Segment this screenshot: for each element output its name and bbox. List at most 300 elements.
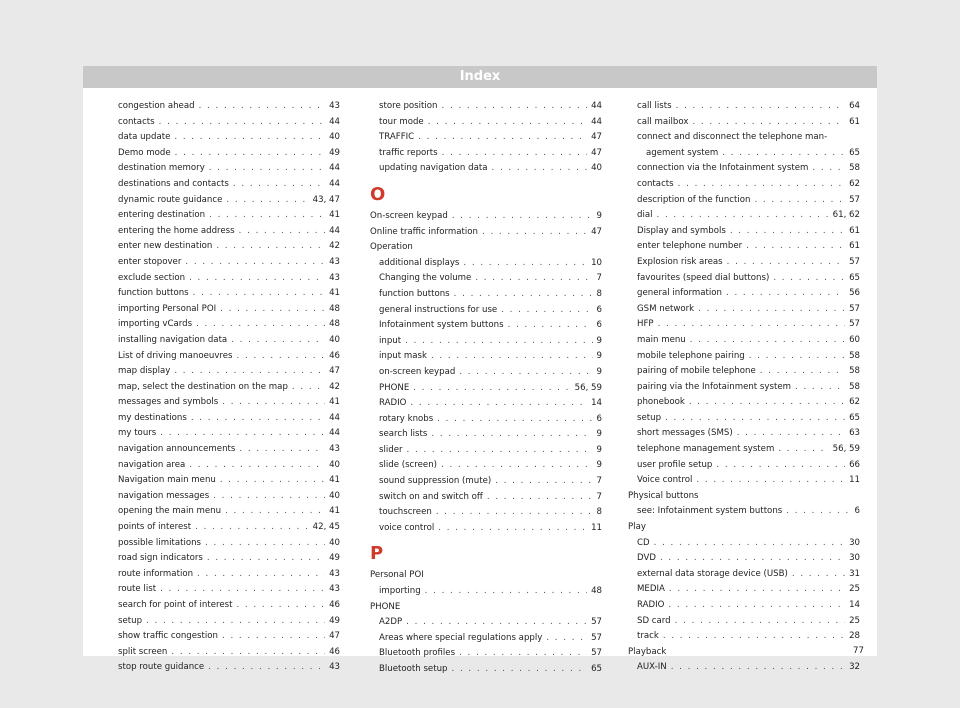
entry-pages: 61, 62 (832, 210, 860, 221)
entry-pages: 25 (849, 615, 860, 626)
index-entry (118, 99, 340, 115)
leader-dots (407, 443, 593, 459)
index-heading-physical-buttons: Physical buttons (628, 490, 699, 501)
entry-label: TRAFFIC (379, 132, 415, 143)
entry-pages: 9 (596, 429, 602, 440)
index-entry (118, 520, 340, 536)
index-entry (628, 99, 860, 115)
entry-label: On-screen keypad (370, 210, 448, 221)
entry-label: AUX-IN (637, 662, 667, 673)
entry-pages: 7 (596, 476, 602, 487)
entry-pages: 43 (329, 662, 340, 673)
index-entry (118, 614, 340, 630)
entry-label: GSM network (637, 303, 695, 314)
entry-pages: 40 (329, 132, 340, 143)
entry-label: enter new destination (118, 241, 213, 252)
entry-pages: 41 (329, 397, 340, 408)
entry-label: general instructions for use (379, 304, 498, 315)
index-entry (628, 115, 860, 131)
entry-pages: 47 (329, 366, 340, 377)
index-entry (118, 317, 340, 333)
entry-pages: 7 (596, 491, 602, 502)
index-entry (118, 489, 340, 505)
leader-dots (197, 567, 325, 583)
entry-pages: 25 (849, 584, 860, 595)
entry-pages: 57 (849, 194, 860, 205)
entry-pages: 9 (596, 444, 602, 455)
leader-dots (671, 660, 845, 676)
entry-label: Voice control (637, 475, 693, 486)
leader-dots (454, 287, 593, 303)
leader-dots (405, 334, 592, 350)
leader-dots (418, 130, 587, 146)
index-entry (118, 395, 340, 411)
entry-label: route information (118, 568, 194, 579)
index-entry (628, 598, 860, 614)
index-entry (628, 380, 860, 396)
entry-pages: 65 (849, 147, 860, 158)
index-entry (628, 146, 860, 162)
entry-label: DVD (637, 553, 656, 564)
entry-label: map display (118, 366, 171, 377)
index-entry (370, 443, 602, 459)
leader-dots (660, 551, 845, 567)
entry-pages: 46 (329, 350, 340, 361)
entry-label: voice control (379, 522, 435, 533)
index-entry (370, 427, 602, 443)
leader-dots (812, 161, 845, 177)
index-entry (118, 598, 340, 614)
index-entry (370, 349, 602, 365)
index-entry (118, 239, 340, 255)
index-entry (628, 411, 860, 427)
leader-dots (213, 489, 325, 505)
entry-label: telephone management system (637, 444, 775, 455)
entry-pages: 62 (849, 397, 860, 408)
entry-label: points of interest (118, 522, 192, 533)
entry-label: favourites (speed dial buttons) (637, 272, 770, 283)
entry-label: importing vCards (118, 319, 193, 330)
entry-pages: 31 (849, 568, 860, 579)
entry-label: external data storage device (USB) (637, 568, 788, 579)
entry-pages: 40 (329, 334, 340, 345)
leader-dots (746, 239, 845, 255)
index-column-3 (628, 99, 860, 676)
index-entry (628, 255, 860, 271)
leader-dots (205, 536, 325, 552)
entry-label: map, select the destination on the map (118, 381, 288, 392)
index-entry (370, 256, 602, 272)
leader-dots (216, 239, 325, 255)
index-entry (118, 130, 340, 146)
entry-label: Bluetooth profiles (379, 648, 456, 659)
leader-dots (239, 224, 325, 240)
leader-dots (431, 427, 592, 443)
index-entry (370, 303, 602, 319)
entry-pages: 6 (596, 304, 602, 315)
index-entry (118, 208, 340, 224)
index-entry (628, 567, 860, 583)
index-entry (370, 365, 602, 381)
index-entry (118, 473, 340, 489)
entry-label: Bluetooth setup (379, 664, 448, 674)
index-entry (370, 584, 602, 600)
entry-pages: 44 (591, 101, 602, 111)
entry-pages: 64 (849, 101, 860, 111)
entry-label: switch on and switch off (379, 491, 483, 502)
index-entry (628, 536, 860, 552)
leader-dots (431, 349, 593, 365)
index-entry (628, 442, 860, 458)
entry-label: HFP (637, 319, 654, 330)
entry-pages: 43 (329, 101, 340, 111)
entry-label: main menu (637, 334, 686, 345)
entry-pages: 58 (849, 163, 860, 174)
index-entry (628, 271, 860, 287)
leader-dots (174, 130, 325, 146)
entry-label: Changing the volume (379, 273, 472, 284)
leader-dots (657, 208, 829, 224)
index-entry (628, 302, 860, 318)
index-entry (628, 629, 860, 645)
index-entry (370, 225, 602, 241)
leader-dots (442, 146, 587, 162)
entry-label: Areas where special regulations apply (379, 632, 543, 643)
entry-label: my tours (118, 428, 157, 439)
index-heading-play: Play (628, 522, 646, 533)
index-entry (118, 629, 340, 645)
entry-pages: 57 (591, 632, 602, 643)
entry-label: importing (379, 586, 421, 597)
entry-label: general information (637, 288, 722, 299)
leader-dots (452, 209, 593, 225)
index-entry (118, 458, 340, 474)
index-entry (118, 224, 340, 240)
leader-dots (237, 349, 326, 365)
leader-dots (225, 504, 325, 520)
entry-pages: 6 (854, 506, 860, 517)
entry-pages: 9 (596, 335, 602, 346)
index-entry (628, 349, 860, 365)
entry-pages: 44 (329, 163, 340, 174)
leader-dots (463, 256, 587, 272)
leader-dots (239, 442, 325, 458)
entry-label: CD (637, 537, 650, 548)
entry-label: entering the home address (118, 225, 235, 236)
entry-label: SD card (637, 615, 671, 626)
index-entry (370, 318, 602, 334)
entry-label: search for point of interest (118, 600, 233, 610)
entry-label: Demo mode (118, 147, 171, 158)
leader-dots (233, 177, 325, 193)
index-entry (118, 255, 340, 271)
entry-label: pairing via the Infotainment system (637, 381, 791, 392)
leader-dots (231, 333, 325, 349)
index-entry (118, 333, 340, 349)
entry-pages: 65 (591, 664, 602, 674)
index-entry (118, 504, 340, 520)
entry-pages: 57 (591, 617, 602, 628)
index-entry (118, 380, 340, 396)
leader-dots (175, 146, 325, 162)
entry-pages: 30 (849, 553, 860, 564)
entry-pages: 57 (849, 319, 860, 330)
index-entry (118, 582, 340, 598)
leader-dots (689, 395, 845, 411)
entry-pages: 61 (849, 241, 860, 252)
entry-label: destination memory (118, 163, 205, 174)
index-entry (628, 193, 860, 209)
entry-label: navigation messages (118, 490, 210, 501)
entry-label: on-screen keypad (379, 366, 456, 377)
entry-label: slide (screen) (379, 460, 437, 471)
entry-label: navigation area (118, 459, 186, 470)
entry-label: phonebook (637, 397, 685, 408)
entry-pages: 9 (596, 366, 602, 377)
leader-dots (773, 271, 845, 287)
index-entry (628, 551, 860, 567)
index-entry (118, 411, 340, 427)
leader-dots (438, 521, 587, 537)
entry-pages: 49 (329, 553, 340, 564)
entry-pages: 44 (329, 428, 340, 439)
index-entry (118, 442, 340, 458)
index-entry (370, 146, 602, 162)
entry-label: Explosion risk areas (637, 256, 723, 267)
leader-dots (778, 442, 828, 458)
leader-dots (209, 208, 325, 224)
index-entry (370, 209, 602, 225)
leader-dots (795, 380, 845, 396)
leader-dots (654, 536, 845, 552)
entry-pages: 6 (596, 413, 602, 424)
entry-pages: 43 (329, 256, 340, 267)
entry-pages: 44 (329, 178, 340, 189)
index-entry (118, 536, 340, 552)
entry-pages: 65 (849, 412, 860, 423)
index-entry (370, 334, 602, 350)
index-entry (628, 458, 860, 474)
entry-label: entering destination (118, 210, 206, 221)
index-entry (628, 317, 860, 333)
entry-pages: 63 (849, 428, 860, 439)
leader-dots (658, 317, 845, 333)
entry-label: mobile telephone pairing (637, 350, 745, 361)
index-entry (628, 614, 860, 630)
entry-label: RADIO (637, 600, 665, 610)
entry-label: destinations and contacts (118, 178, 229, 189)
leader-dots (425, 584, 587, 600)
entry-pages: 41 (329, 288, 340, 299)
entry-pages: 42, 45 (312, 522, 340, 533)
entry-label: user profile setup (637, 459, 713, 470)
index-entry (370, 662, 602, 678)
entry-label: slider (379, 444, 403, 455)
index-heading-playback: Playback (628, 646, 667, 657)
index-entry (118, 193, 340, 209)
leader-dots (159, 115, 325, 131)
entry-label: short messages (SMS) (637, 428, 733, 439)
entry-pages: 46 (329, 600, 340, 610)
index-entry (628, 364, 860, 380)
index-entry (370, 646, 602, 662)
leader-dots (737, 426, 845, 442)
entry-pages: 32 (849, 662, 860, 673)
entry-label: opening the main menu (118, 506, 222, 517)
entry-label: contacts (118, 116, 155, 127)
leader-dots (760, 364, 845, 380)
leader-dots (786, 504, 850, 520)
page-number: 77 (853, 646, 864, 656)
index-entry (628, 504, 860, 520)
leader-dots (665, 411, 845, 427)
leader-dots (698, 302, 845, 318)
entry-label: road sign indicators (118, 553, 203, 564)
entry-pages: 48 (591, 586, 602, 597)
entry-label: importing Personal POI (118, 303, 217, 314)
entry-label: function buttons (379, 288, 450, 299)
entry-label: split screen (118, 646, 168, 657)
entry-label: data update (118, 132, 171, 143)
entry-label: route list (118, 584, 157, 595)
entry-pages: 41 (329, 210, 340, 221)
index-entry (628, 224, 860, 240)
entry-pages: 65 (849, 272, 860, 283)
leader-dots (185, 255, 325, 271)
entry-label: List of driving manoeuvres (118, 350, 233, 361)
entry-pages: 61 (849, 116, 860, 127)
entry-pages: 9 (596, 210, 602, 221)
entry-label: connection via the Infotainment system (637, 163, 809, 174)
leader-dots (482, 225, 587, 241)
entry-label: function buttons (118, 288, 189, 299)
index-entry (370, 615, 602, 631)
entry-pages: 40 (591, 163, 602, 174)
entry-label: show traffic congestion (118, 631, 218, 642)
index-entry-connect-line1: connect and disconnect the telephone man- (637, 132, 828, 143)
leader-dots (495, 474, 592, 490)
entry-pages: 7 (596, 273, 602, 284)
leader-dots (209, 161, 325, 177)
leader-dots (160, 426, 325, 442)
index-entry (628, 333, 860, 349)
leader-dots (208, 660, 325, 676)
entry-pages: 42 (329, 241, 340, 252)
leader-dots (669, 582, 845, 598)
leader-dots (406, 615, 587, 631)
index-entry (118, 364, 340, 380)
leader-dots (174, 364, 325, 380)
entry-label: call mailbox (637, 116, 689, 127)
leader-dots (676, 99, 845, 115)
leader-dots (487, 490, 593, 506)
entry-pages: 48 (329, 319, 340, 330)
entry-pages: 47 (591, 226, 602, 237)
index-entry (118, 349, 340, 365)
leader-dots (726, 286, 845, 302)
entry-label: agement system (646, 147, 719, 158)
index-entry (628, 286, 860, 302)
entry-label: updating navigation data (379, 163, 488, 174)
entry-pages: 66 (849, 459, 860, 470)
index-column-2 (370, 99, 602, 678)
entry-label: pairing of mobile telephone (637, 366, 756, 377)
leader-dots (730, 224, 845, 240)
leader-dots (146, 614, 325, 630)
entry-pages: 8 (596, 507, 602, 518)
index-entry (118, 115, 340, 131)
index-entry (628, 161, 860, 177)
index-entry (118, 302, 340, 318)
leader-dots (792, 567, 845, 583)
entry-label: sound suppression (mute) (379, 476, 492, 487)
index-entry (370, 490, 602, 506)
leader-dots (491, 161, 587, 177)
entry-label: input (379, 335, 402, 346)
entry-label: A2DP (379, 617, 403, 628)
leader-dots (501, 303, 592, 319)
leader-dots (196, 317, 325, 333)
leader-dots (727, 255, 845, 271)
leader-dots (410, 396, 587, 412)
entry-pages: 58 (849, 381, 860, 392)
entry-label: dynamic route guidance (118, 194, 223, 205)
leader-dots (437, 412, 592, 428)
entry-label: messages and symbols (118, 397, 219, 408)
index-entry (370, 161, 602, 177)
entry-pages: 42 (329, 381, 340, 392)
leader-dots (171, 645, 325, 661)
index-entry (118, 286, 340, 302)
entry-label: see: Infotainment system buttons (637, 506, 783, 517)
index-entry (628, 208, 860, 224)
index-entry (118, 161, 340, 177)
entry-pages: 49 (329, 615, 340, 626)
entry-pages: 40 (329, 459, 340, 470)
entry-label: contacts (637, 178, 674, 189)
entry-label: input mask (379, 351, 427, 362)
entry-label: MEDIA (637, 584, 665, 595)
leader-dots (692, 115, 845, 131)
index-entry (628, 426, 860, 442)
entry-label: congestion ahead (118, 101, 195, 111)
index-entry (118, 271, 340, 287)
entry-pages: 61 (849, 225, 860, 236)
page-header (83, 66, 877, 88)
index-entry (370, 396, 602, 412)
entry-pages: 46 (329, 646, 340, 657)
entry-pages: 44 (591, 116, 602, 127)
entry-pages: 14 (849, 600, 860, 610)
entry-pages: 11 (849, 475, 860, 486)
entry-pages: 40 (329, 490, 340, 501)
entry-pages: 56 (849, 288, 860, 299)
entry-pages: 11 (591, 522, 602, 533)
leader-dots (292, 380, 325, 396)
entry-pages: 6 (596, 320, 602, 331)
entry-label: dial (637, 210, 653, 221)
entry-pages: 9 (596, 460, 602, 471)
index-entry (118, 567, 340, 583)
entry-label: Online traffic information (370, 226, 478, 237)
entry-label: Infotainment system buttons (379, 320, 504, 331)
entry-pages: 57 (849, 256, 860, 267)
entry-label: additional displays (379, 257, 460, 268)
leader-dots (413, 381, 570, 397)
entry-pages: 10 (591, 257, 602, 268)
leader-dots (696, 473, 845, 489)
entry-label: Display and symbols (637, 225, 726, 236)
